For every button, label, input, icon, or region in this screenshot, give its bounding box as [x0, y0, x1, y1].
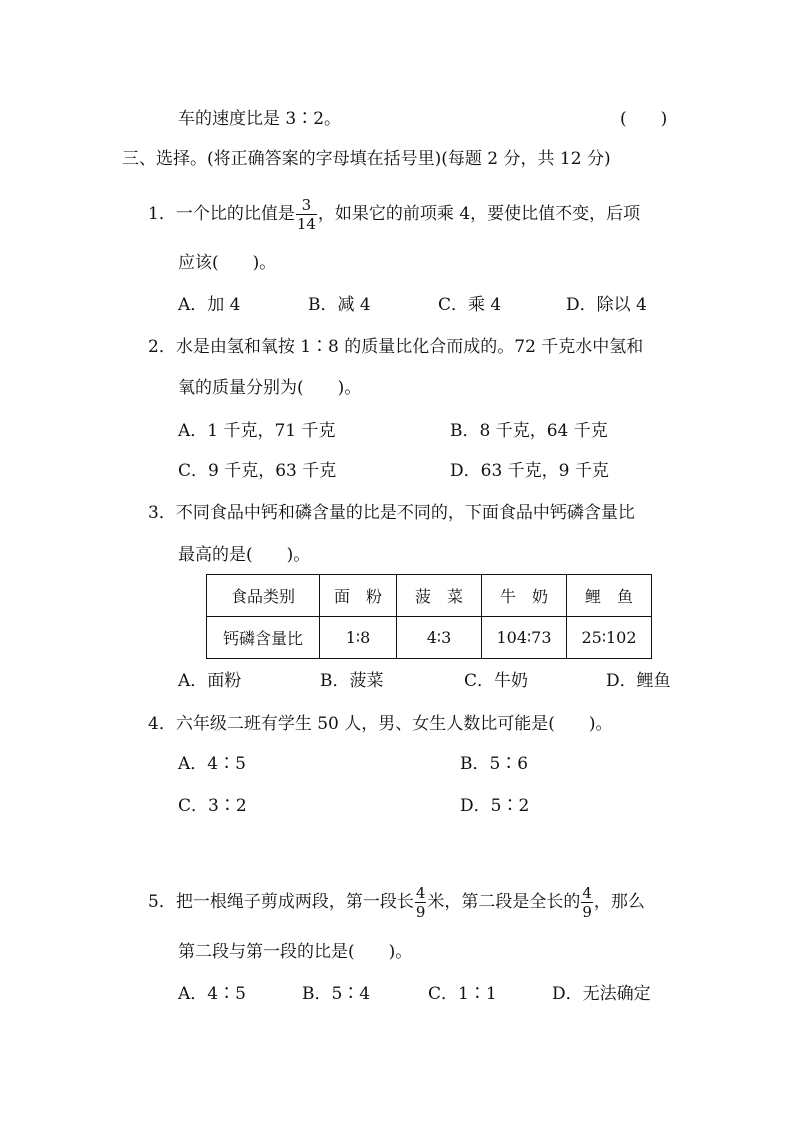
q4-option-d: D．5∶2 [460, 796, 530, 816]
q5-option-c: C．1∶1 [428, 984, 497, 1004]
q1-option-d: D．除以 4 [566, 295, 647, 315]
fraction-numerator: 4 [582, 884, 592, 902]
answer-paren: ( ) [620, 109, 668, 129]
fraction-denominator: 9 [582, 903, 592, 921]
table-header-cell: 牛 奶 [482, 575, 567, 617]
q3-option-b: B．菠菜 [320, 671, 384, 691]
fraction-3-14 [296, 196, 317, 233]
q1-option-b: B．减 4 [308, 295, 371, 315]
q1-prefix: 1．一个比的比值是 [148, 204, 295, 224]
table-header-cell: 食品类别 [207, 575, 320, 617]
table-cell: 104∶73 [482, 617, 567, 659]
q5-option-b: B．5∶4 [302, 984, 371, 1004]
fraction-numerator: 4 [415, 884, 426, 902]
fraction-4-9 [581, 884, 593, 921]
q2-option-b: B．8 千克，64 千克 [450, 421, 608, 441]
question-2-line-2: 氧的质量分别为( )。 [178, 378, 362, 398]
question-4-line-1: 4．六年级二班有学生 50 人，男、女生人数比可能是( )。 [148, 714, 613, 734]
q2-option-a: A．1 千克，71 千克 [178, 421, 336, 441]
q4-option-b: B．5∶6 [460, 754, 529, 774]
q5-seg-3: ，那么 [593, 892, 645, 912]
question-1-line-2: 应该( )。 [178, 253, 277, 273]
question-5-line-2: 第二段与第一段的比是( )。 [178, 942, 413, 962]
q5-option-d: D．无法确定 [552, 984, 651, 1004]
question-3-line-2: 最高的是( )。 [178, 545, 311, 565]
question-1-line-1 [148, 196, 640, 233]
table-header-cell: 鲤 鱼 [567, 575, 652, 617]
q3-option-c: C．牛奶 [464, 671, 529, 691]
table-cell: 4∶3 [397, 617, 482, 659]
table-header-row [207, 575, 652, 617]
q1-suffix: ，如果它的前项乘 4，要使比值不变，后项 [317, 204, 641, 224]
q4-option-c: C．3∶2 [178, 796, 247, 816]
q1-option-a: A．加 4 [178, 295, 241, 315]
q3-option-a: A．面粉 [178, 671, 242, 691]
calcium-phosphorus-table [206, 574, 652, 659]
table-header-cell: 菠 菜 [397, 575, 482, 617]
table-cell: 钙磷含量比 [207, 617, 320, 659]
q5-seg-1: 5．把一根绳子剪成两段，第一段长 [148, 892, 414, 912]
section-title: 三、选择。(将正确答案的字母填在括号里)(每题 2 分，共 12 分) [122, 149, 611, 169]
q2-option-c: C．9 千克，63 千克 [178, 461, 337, 481]
fraction-denominator: 9 [415, 903, 426, 921]
q5-seg-2: 米，第二段是全长的 [427, 892, 581, 912]
q5-option-a: A．4∶5 [178, 984, 246, 1004]
table-cell: 1∶8 [320, 617, 397, 659]
table-header-cell: 面 粉 [320, 575, 397, 617]
question-3-line-1: 3．不同食品中钙和磷含量的比是不同的，下面食品中钙磷含量比 [148, 503, 635, 523]
fraction-denominator: 14 [296, 215, 316, 233]
question-5-line-1 [148, 884, 645, 921]
table-row [207, 617, 652, 659]
fraction-numerator: 3 [296, 196, 317, 215]
continuation-text: 车的速度比是 3∶2。 [178, 109, 342, 129]
question-2-line-1: 2．水是由氢和氧按 1∶8 的质量比化合而成的。72 千克水中氢和 [148, 337, 644, 357]
fraction-4-9 [415, 884, 427, 921]
q1-option-c: C．乘 4 [438, 295, 502, 315]
table-cell: 25∶102 [567, 617, 652, 659]
q4-option-a: A．4∶5 [178, 754, 246, 774]
q3-option-d: D．鲤鱼 [606, 671, 671, 691]
q2-option-d: D．63 千克，9 千克 [450, 461, 609, 481]
